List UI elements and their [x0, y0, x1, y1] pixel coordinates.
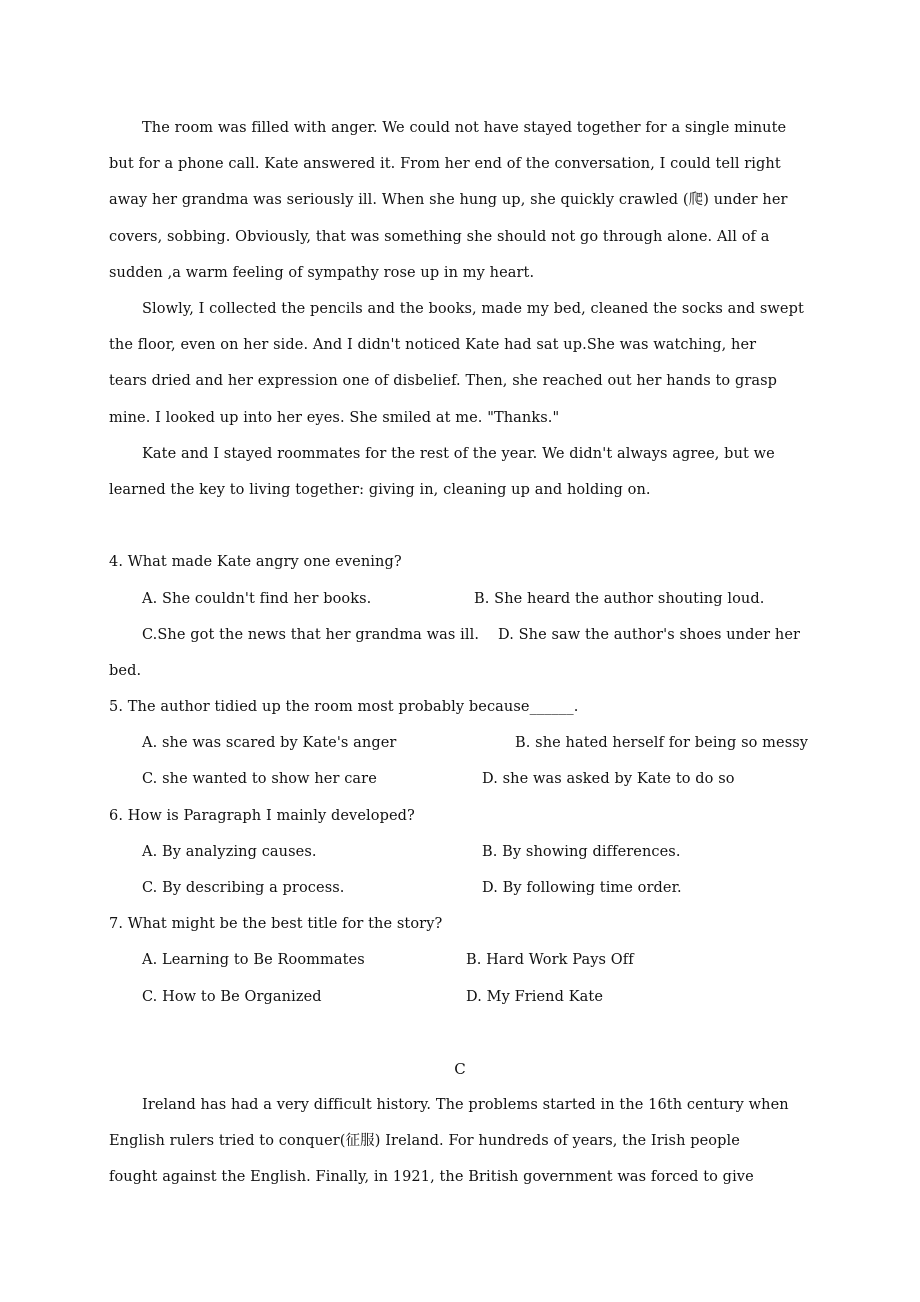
question-7-stem: 7. What might be the best title for the story? — [109, 916, 443, 932]
question-7-option-a: A. Learning to Be Roommates — [142, 952, 365, 968]
paragraph-line: Ireland has had a very difficult history. The problems started in the 16th century when — [142, 1097, 789, 1113]
question-5-option-a: A. she was scared by Kate's anger — [142, 735, 397, 751]
question-5-stem: 5. The author tidied up the room most probably because______. — [109, 699, 579, 715]
paragraph-line: English rulers tried to conquer(征服) Ireland. For hundreds of years, the Irish people — [109, 1133, 740, 1149]
question-4-option-d: D. She saw the author's shoes under her — [498, 627, 801, 643]
paragraph-line: the floor, even on her side. And I didn't noticed Kate had sat up.She was watching, her — [109, 337, 757, 353]
paragraph-line: tears dried and her expression one of disbelief. Then, she reached out her hands to grasp — [109, 373, 778, 389]
question-4-option-b: B. She heard the author shouting loud. — [474, 591, 765, 607]
paragraph-line: Slowly, I collected the pencils and the books, made my bed, cleaned the socks and swept — [142, 301, 804, 317]
question-7-option-c: C. How to Be Organized — [142, 989, 322, 1005]
question-6-option-d: D. By following time order. — [482, 880, 682, 896]
question-4-option-d-continued: bed. — [109, 663, 142, 679]
section-c-heading: C — [454, 1060, 466, 1078]
question-4-option-c: C.She got the news that her grandma was ill. — [142, 627, 480, 643]
question-7-option-d: D. My Friend Kate — [466, 989, 604, 1005]
question-6-option-a: A. By analyzing causes. — [142, 844, 317, 860]
paragraph-line: Kate and I stayed roommates for the rest of the year. We didn't always agree, but we — [142, 446, 775, 462]
paragraph-line: mine. I looked up into her eyes. She smiled at me. "Thanks." — [109, 410, 560, 426]
question-5-option-c: C. she wanted to show her care — [142, 771, 377, 787]
paragraph-line: but for a phone call. Kate answered it. From her end of the conversation, I could tell right — [109, 156, 781, 172]
question-4-option-a: A. She couldn't find her books. — [142, 591, 372, 607]
question-6-option-c: C. By describing a process. — [142, 880, 345, 896]
question-4-stem: 4. What made Kate angry one evening? — [109, 554, 402, 570]
question-5-option-b: B. she hated herself for being so messy — [515, 735, 809, 751]
paragraph-line: away her grandma was seriously ill. When she hung up, she quickly crawled (爬) under her — [109, 192, 788, 208]
paragraph-line: covers, sobbing. Obviously, that was something she should not go through alone. All of a — [109, 229, 770, 245]
question-5-option-d: D. she was asked by Kate to do so — [482, 771, 735, 787]
paragraph-line: The room was filled with anger. We could not have stayed together for a single minute — [142, 120, 787, 136]
question-6-stem: 6. How is Paragraph I mainly developed? — [109, 808, 415, 824]
paragraph-line: learned the key to living together: giving in, cleaning up and holding on. — [109, 482, 651, 498]
paragraph-line: fought against the English. Finally, in 1921, the British government was forced to give — [109, 1169, 754, 1185]
question-7-option-b: B. Hard Work Pays Off — [466, 952, 634, 968]
paragraph-line: sudden ,a warm feeling of sympathy rose up in my heart. — [109, 265, 535, 281]
question-6-option-b: B. By showing differences. — [482, 844, 681, 860]
